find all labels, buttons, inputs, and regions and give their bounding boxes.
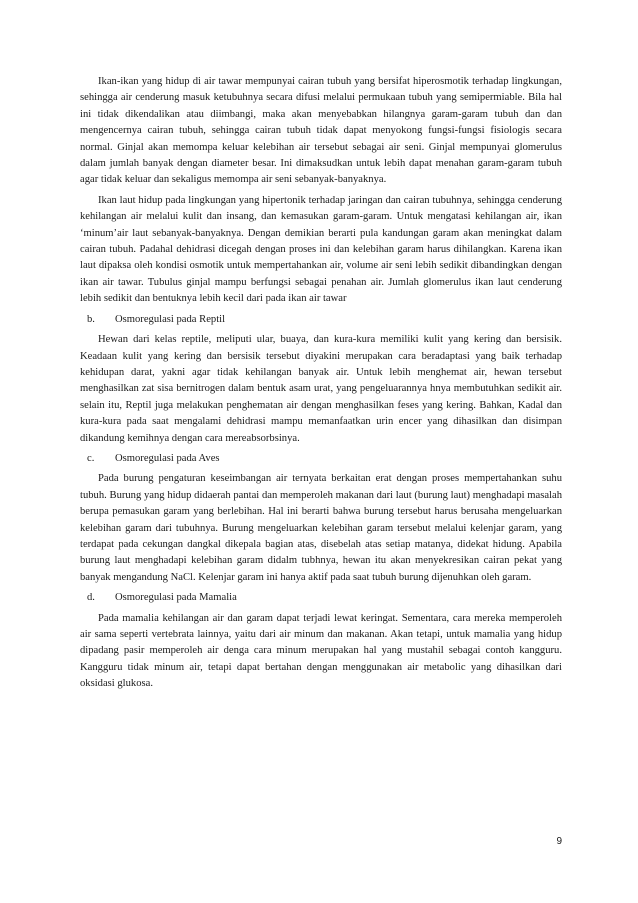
page-body: [80, 74, 562, 697]
page-number: 9: [556, 836, 562, 847]
paragraph-marine-fish: Ikan laut hidup pada lingkungan yang hipertonik terhadap jaringan dan cairan tubuhnya, sehingga cenderung kehilangan air melalui kulit dan insang, dan kemasukan garam-garam. Untuk mengatasi kehilangan air, ikan ‘minum’air laut sebanyak-banyaknya. Dengan demikian berarti pula kandungan garam akan meningkat dalam cairan tubuh. Padahal dehidrasi dicegah dengan proses ini dan kelebihan garam harus dihilangkan. Karena ikan laut dipaksa oleh kondisi osmotik untuk mempertahankan air, volume air seni lebih sedikit dibandingkan dengan ikan air tawar. Tubulus ginjal mampu berfungsi sebagai penahan air. Jumlah glomerulus ikan laut cenderung lebih sedikit dan bentuknya lebih kecil dari pada ikan air tawar: [80, 194, 562, 305]
paragraph-freshwater-fish: Ikan-ikan yang hidup di air tawar mempunyai cairan tubuh yang bersifat hiperosmotik terhadap lingkungan, sehingga air cenderung masuk ketubuhnya secara difusi melalui permukaan tubuh yang semipermiable. Bila hal ini tidak dikendalikan atau diimbangi, maka akan menyebabkan hilangnya garam-garam tubuh dan dan mengencernya cairan tubuh, sehingga cairan tubuh tidak dapat menyokong fungsi-fungsi fisiologis secara normal. Ginjal akan memompa keluar kelebihan air tersebut sebagai air seni. Ginjal mempunyai glomerulus dalam jumlah banyak dengan diameter besar. Ini dimaksudkan untuk lebih dapat menahan garam-garam tubuh agar tidak keluar dan sekaligus memompa air seni sebanyak-banyaknya.: [80, 76, 562, 186]
heading-marker: d.: [87, 592, 95, 604]
section-heading-reptil: [80, 312, 562, 328]
heading-marker: b.: [87, 313, 95, 325]
heading-marker: c.: [87, 452, 95, 464]
section-heading-mamalia: [80, 590, 562, 606]
paragraph-reptil: Hewan dari kelas reptile, meliputi ular, buaya, dan kura-kura memiliki kulit yang kering dan bersisik. Keadaan kulit yang kering dan bersisik tersebut diyakini merupakan cara beradaptasi yang baik terhadap kehidupan darat, yakni agar tidak kehilangan banyak air. Untuk lebih menghemat air, hewan tersebut menghasilkan zat sisa bernitrogen dalam bentuk asam urat, yang pengeluarannya hnya membutuhkan sedikit air. selain itu, Reptil juga melakukan penghematan air dengan menghasilkan feses yang kering. Bahkan, Kadal dan kura-kura pada saat mengalami dehidrasi mampu memanfaatkan urin encer yang dihasilkan dan disimpan dikandung kemihnya dengan cara mereabsorbsinya.: [80, 334, 562, 444]
heading-text: Osmoregulasi pada Aves: [115, 452, 220, 464]
paragraph-aves: Pada burung pengaturan keseimbangan air ternyata berkaitan erat dengan proses mempertahankan suhu tubuh. Burung yang hidup didaerah pantai dan memperoleh makanan dari laut (burung laut) menghadapi masalah berupa pemasukan garam yang berlebihan. Hal ini berarti bahwa burung tersebut harus berusaha mengeluarkan kelebihan garam dari tubuhnya. Burung mengeluarkan kelebihan garam tersebut melalui kelenjar garam, yang terdapat pada cekungan dangkal dikepala bagian atas, disebelah atas setiap matanya, didekat hidung. Apabila burung laut menghadapi kelebihan garam didalm tubhnya, hewan itu akan menyekresikan cairan pekat yang banyak mengandung NaCl. Kelenjar garam ini hanya aktif pada saat tubuh burung dijenuhkan oleh garam.: [80, 473, 562, 583]
heading-text: Osmoregulasi pada Reptil: [115, 313, 226, 325]
section-heading-aves: [80, 451, 562, 467]
heading-text: Osmoregulasi pada Mamalia: [115, 592, 237, 604]
paragraph-mamalia: Pada mamalia kehilangan air dan garam dapat terjadi lewat keringat. Sementara, cara mereka memperoleh air sama seperti vertebrata lainnya, yaitu dari air minum dan makanan. Akan tetapi, untuk mamalia yang hidup dipadang pasir memperoleh air denga cara minum merupakan hal yang mustahil sebagai contoh kangguru. Kangguru tidak minum air, tetapi dapat bertahan dengan menggunakan air metabolic yang dihasilkan dari oksidasi glukosa.: [80, 612, 562, 690]
